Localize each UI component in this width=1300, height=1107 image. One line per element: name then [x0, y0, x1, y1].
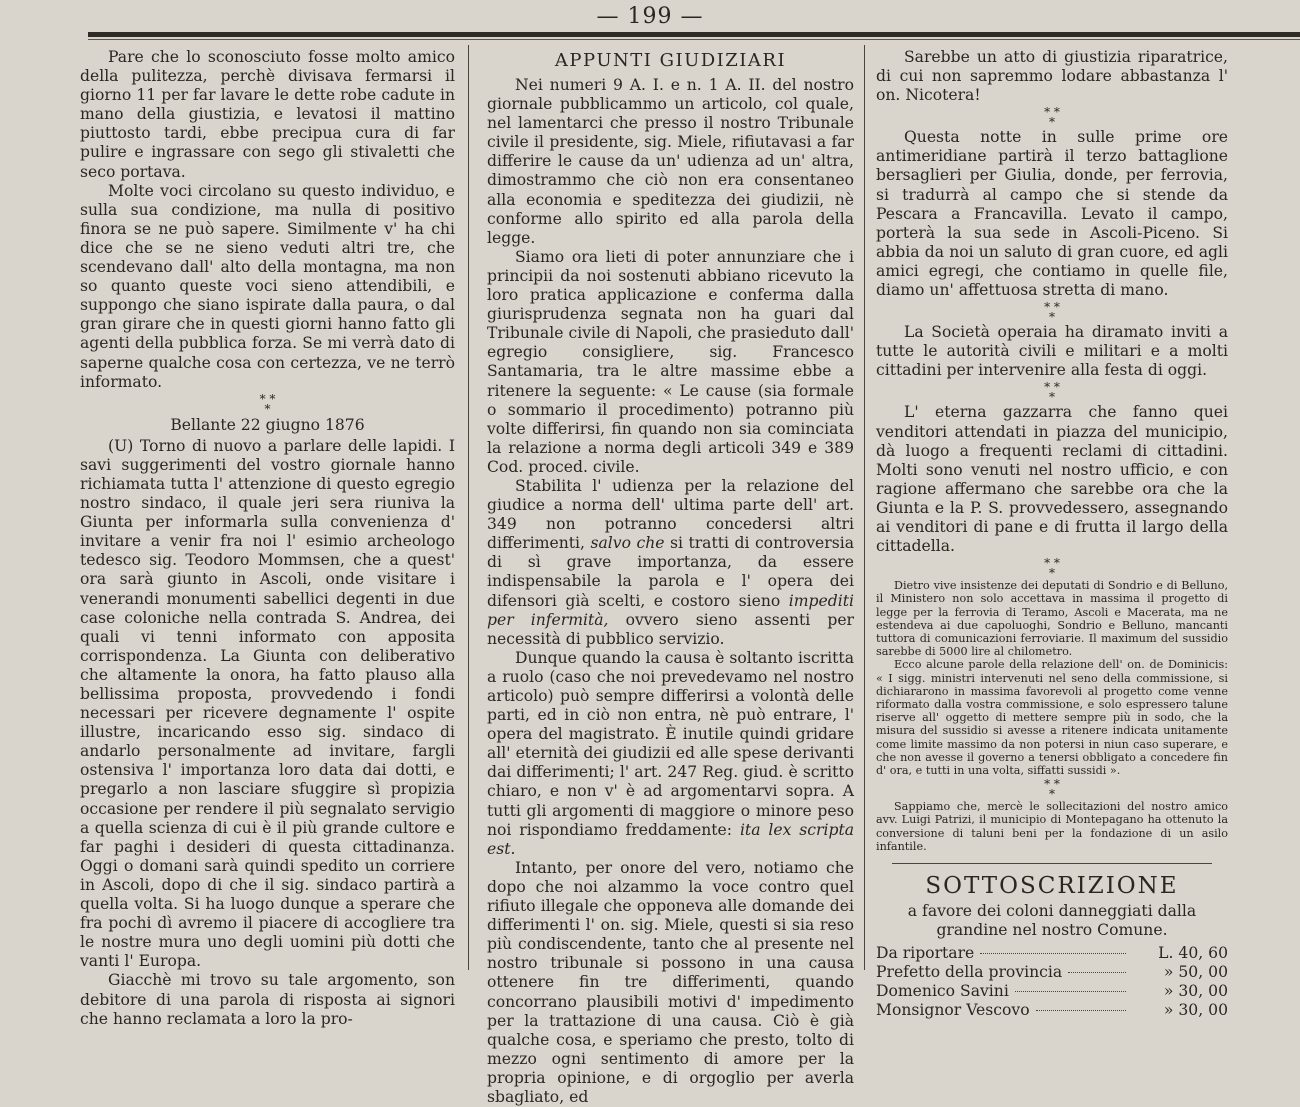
ledger-amount: » 30, 00 [1163, 982, 1228, 1001]
paragraph: Intanto, per onore del vero, notiamo che dopo che noi alzammo la voce contro quel rifiuto illegale che opponeva alle domande dei differimenti l' on. sig. Miele, questi si sia reso più condiscendente, tanto che al presente nel nostro tribunale si possono in una causa ottenere fin tre differimenti, quando concorrano plausibili motivi d' impedimento per la trattazione di una causa. Ciò è già qualche cosa, e speriamo che presto, tolto di mezzo ogni sentimento di amore per la propria opinione, e di orgoglio per averla sbagliato, ed [487, 858, 854, 1106]
column-right [876, 48, 1228, 1020]
small-paragraph: Dietro vive insistenze dei deputati di Sondrio e di Belluno, il Ministero non solo accettava in massima il progetto di legge per la ferrovia di Teramo, Ascoli e Macerata, ma ne estendeva ai due capoluoghi, Sondrio e Belluno, mancanti tuttora di comunicazioni ferroviarie. Il maximum del sussidio sarebbe di 5000 lire al chilometro. [876, 579, 1228, 659]
subscription-subtitle: a favore dei coloni danneggiati dalla grandine nel nostro Comune. [907, 902, 1197, 940]
ledger-name: Domenico Savini [876, 982, 1009, 1001]
divider [892, 863, 1212, 864]
paragraph [487, 477, 854, 649]
paragraph: Nei numeri 9 A. I. e n. 1 A. II. del nostro giornale pubblicammo un articolo, col quale, nel lamentarci che presso il nostro Tribunale civile il presidente, sig. Miele, rifiutavasi a far differire le cause da un' udienza ad un' altra, dimostrammo che ciò non era consentaneo alla economia e speditezza dei giudizii, nè conforme allo spirito ed alla parola della legge. [487, 76, 854, 247]
paragraph: Sarebbe un atto di giustizia riparatrice, di cui non sapremmo lodare abbastanza l' on. Nicotera! [876, 48, 1228, 105]
ledger-amount: L. 40, 60 [1158, 944, 1228, 963]
small-paragraph: Ecco alcune parole della relazione dell' on. de Dominicis: « I sigg. ministri intervenuti nel seno della commissione, si dichiararono in massima favorevoli al progetto come venne riformato dalla vostra commissione, e solo espressero talune riserve all' oggetto di mettere sempre più in sodo, che la misura del sussidio si avesse a ritenere indicata unitamente come limite massimo da non potersi in niun caso superare, e che non avesse il governo a tenersi obbligato a concedere fin d' ora, e tutti in una volta, siffatti sussidi ». [876, 658, 1228, 777]
page-number: — 199 — [596, 4, 704, 29]
text-run: ovvero sieno assenti per necessità di pubblico servizio. [487, 610, 855, 648]
italic-text: impediti per infermità, [487, 591, 854, 629]
ledger-amount: » 30, 00 [1163, 1001, 1228, 1020]
paragraph [487, 649, 854, 859]
paragraph: Siamo ora lieti di poter annunziare che i principii da noi sostenuti abbiano ricevuto la loro pratica applicazione e conferma dalla giurisprudenza segnata non ha guari dal Tribunale civile di Napoli, che prasieduto dall' egregio consigliere, sig. Francesco Santamaria, tra le altre massime ebbe a ritenere la seguente: « Le cause (sia formale o sommario il procedimento) potranno più volte differirsi, fin quando non sia cominciata la relazione a norma degli articoli 349 e 389 Cod. proced. civile. [487, 247, 854, 476]
italic-text: ita lex scripta est. [487, 820, 855, 858]
ledger-name: Prefetto della provincia [876, 963, 1063, 982]
subscription-title: SOTTOSCRIZIONE [925, 873, 1179, 900]
ledger-row [876, 982, 1228, 1001]
small-paragraph: Sappiamo che, mercè le sollecitazioni del nostro amico avv. Luigi Patrizi, il municipio di Montepagano ha ottenuto la conversione di taluni beni per la fondazione di un asilo infantile. [876, 800, 1228, 853]
ledger-row [876, 1001, 1228, 1020]
leader-dots [1036, 1010, 1126, 1011]
subscription-ledger [876, 944, 1228, 1020]
section-separator: * * * [1044, 380, 1060, 405]
paragraph: Molte voci circolano su questo individuo, e sulla sua condizione, ma nulla di positivo finora se ne può sapere. Similmente v' ha chi dice che se ne sieno veduti altri tre, che scendevano dall' alto della montagna, ma non so quanto queste voci sieno attendibili, e suppongo che siano ispirate dalla paura, o dal gran girare che in questi giorni hanno fatto gli agenti della pubblica forza. Se mi verrà dato di saperne qualche cosa con certezza, ve ne terrò informato. [80, 181, 455, 391]
paragraph: Questa notte in sulle prime ore antimeridiane partirà il terzo battaglione bersaglieri per Giulia, donde, per ferrovia, si tradurrà al campo che si stende da Pescara a Francavilla. Levato il campo, porterà la sua sede in Ascoli-Piceno. Si abbia da noi un saluto di gran cuore, ed agli amici egregi, che contiamo in quelle file, diamo un' affettuosa stretta di mano. [876, 128, 1228, 300]
column-left [80, 48, 455, 1028]
paragraph: L' eterna gazzarra che fanno quei venditori attendati in piazza del municipio, dà luogo a frequenti reclami di cittadini. Molti sono venuti nel nostro ufficio, e con ragione affermano che sarebbe ora che la Giunta e la P. S. provvedessero, assegnando ai venditori di pane e di frutta il largo della cittadella. [876, 403, 1228, 556]
leader-dots [1015, 991, 1126, 992]
leader-dots [1068, 972, 1126, 973]
section-separator: * * * [259, 391, 276, 416]
column-rule-right [864, 45, 865, 970]
dateline: Bellante 22 giugno 1876 [170, 415, 365, 434]
ledger-row [876, 944, 1228, 963]
italic-text: salvo che [590, 534, 665, 553]
header-rule-thin [88, 39, 1300, 40]
section-separator: * * * [1044, 777, 1060, 802]
ledger-row [876, 963, 1228, 982]
paragraph: La Società operaia ha diramato inviti a tutte le autorità civili e militari e a molti cittadini per intervenire alla festa di oggi. [876, 323, 1228, 380]
section-separator: * * * [1044, 105, 1060, 130]
section-separator: * * * [1044, 300, 1060, 325]
paragraph: (U) Torno di nuovo a parlare delle lapidi. I savi suggerimenti del vostro giornale hanno richiamata tutta l' attenzione di questo egregio nostro sindaco, il quale jeri sera riuniva la Giunta per informarla sulla convenienza d' invitare a venir fra noi l' esimio archeologo tedesco sig. Teodoro Mommsen, che a quest' ora sarà giunto in Ascoli, onde visitare i venerandi monumenti sabellici degenti in due case coloniche nella contrada S. Andrea, dei quali vi tenni informato con apposita corrispondenza. La Giunta con deliberativo che altamente la onora, ha fatto plauso alla bellissima proposta, provvedendo i fondi necessari per ricevere degnamente l' ospite illustre, incaricando esso sig. sindaco di andarlo personalmente ad invitare, fargli ostensiva l' importanza loro data dai dotti, e pregarlo a non lasciare sfuggire sì propizia occasione per rendere il più segnalato servigio a quella scienza di cui è il più grande cultore e far paghi i desideri di questa cittadinanza. Oggi o domani sarà quindi spedito un corriere in Ascoli, dopo di che il sig. sindaco partirà a quella volta. Si ha luogo dunque a sperare che fra pochi dì avremo il piacere di accogliere tra le nostre mura uno degli uomini più dotti che vanti l' Europa. [80, 436, 455, 971]
text-run: si tratti di controversia di sì grave importanza, da essere indispensabile la parola e l' opera dei difensori già scelti, e costoro sieno [487, 534, 854, 610]
text-run: Dunque quando la causa è soltanto iscritta a ruolo (caso che noi prevedevamo nel nostro articolo) può sempre differirsi a volontà delle parti, ed in ciò non entra, nè può entrare, l' opera del magistrato. È inutile quindi gridare all' eternità dei giudizii ed alle spese derivanti dai differimenti; l' art. 247 Reg. giud. è scritto chiaro, e non v' è ad argomentarvi sopra. A tutti gli argomenti di maggiore o minore peso noi rispondiamo freddamente: [487, 648, 854, 839]
header-rule [88, 32, 1300, 37]
leader-dots [980, 953, 1126, 954]
column-rule-left [468, 45, 469, 970]
section-title: APPUNTI GIUDIZIARI [554, 50, 787, 71]
section-separator: * * * [1044, 556, 1060, 581]
ledger-name: Da riportare [876, 944, 975, 963]
text-run: Stabilita l' udienza per la relazione del giudice a norma dell' ultima parte dell' art. 349 non potranno concedersi altri differimenti, [487, 476, 854, 553]
paragraph: Pare che lo sconosciuto fosse molto amico della pulitezza, perchè divisava fermarsi il giorno 11 per far lavare le dette robe cadute in mano della giustizia, e levatosi il mattino piuttosto tardi, ebbe precipua cura di far pulire e ingrassare con sego gli stivaletti che seco portava. [80, 48, 455, 181]
ledger-name: Monsignor Vescovo [876, 1001, 1030, 1020]
paragraph: Giacchè mi trovo su tale argomento, son debitore di una parola di risposta ai signori che hanno reclamata a loro la pro- [80, 971, 455, 1028]
ledger-amount: » 50, 00 [1163, 963, 1228, 982]
column-middle [487, 48, 855, 1106]
